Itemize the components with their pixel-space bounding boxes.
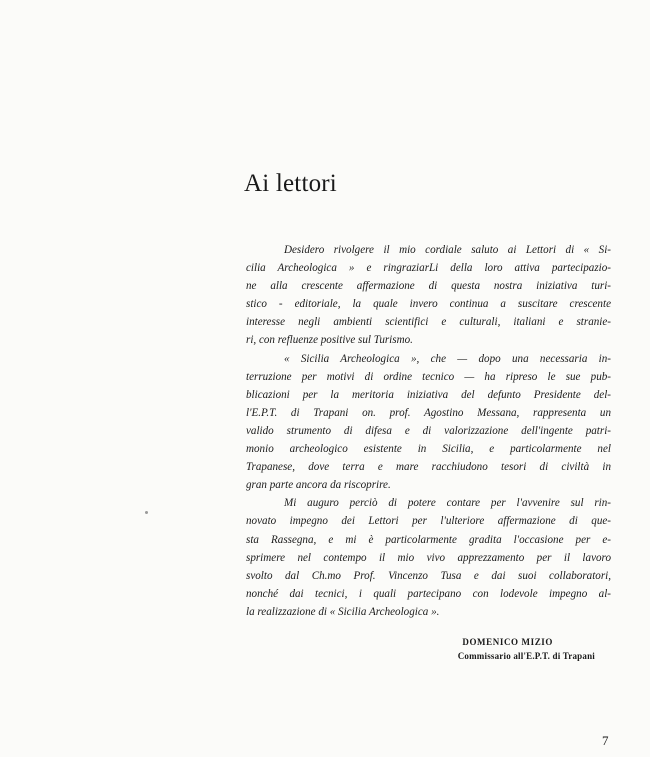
text-line: l'E.P.T. di Trapani on. prof. Agostino Messana, rappresenta un bbox=[246, 406, 611, 419]
text-line: novato impegno dei Lettori per l'ulteriore affermazione di que- bbox=[246, 515, 611, 528]
text-line: cilia Archeologica » e ringraziarLi della loro attiva partecipazio- bbox=[246, 262, 611, 275]
text-line: la realizzazione di « Sicilia Archeologica ». bbox=[246, 605, 440, 618]
text-line: nonché dai tecnici, i quali partecipano con lodevole impegno al- bbox=[246, 587, 611, 600]
paragraph-3 bbox=[246, 494, 611, 621]
text-line: ne alla crescente affermazione di questa nostra iniziativa turi- bbox=[246, 280, 611, 293]
text-line: Desidero rivolgere il mio cordiale saluto ai Lettori di « Si- bbox=[284, 244, 611, 256]
signatory-role: Commissario all'E.P.T. di Trapani bbox=[457, 651, 595, 661]
signature-block bbox=[390, 635, 595, 663]
text-line: terruzione per motivi di ordine tecnico — ha ripreso le sue pub- bbox=[246, 370, 611, 383]
text-line: stico - editoriale, la quale invero continua a suscitare crescente bbox=[246, 298, 611, 311]
signatory-name: DOMENICO MIZIO bbox=[462, 637, 553, 647]
text-line: valido strumento di difesa e di valorizzazione dell'ingente patri- bbox=[246, 424, 611, 437]
text-line: sprimere nel contempo il mio vivo apprezzamento per il lavoro bbox=[246, 551, 611, 564]
text-line: sta Rassegna, e mi è particolarmente gradita l'occasione per e- bbox=[246, 533, 611, 546]
letter-body bbox=[246, 241, 611, 621]
page-number: 7 bbox=[602, 733, 609, 748]
text-line: ri, con refluenze positive sul Turismo. bbox=[246, 334, 413, 347]
text-line: gran parte ancora da riscoprire. bbox=[246, 479, 391, 492]
text-line: « Sicilia Archeologica », che — dopo una necessaria in- bbox=[284, 352, 611, 365]
page-title: Ai lettori bbox=[244, 170, 337, 197]
paragraph-2 bbox=[246, 350, 611, 495]
text-line: Trapanese, dove terra e mare racchiudono tesori di civiltà in bbox=[246, 461, 611, 474]
text-line: monio archeologico esistente in Sicilia, e particolarmente nel bbox=[246, 443, 611, 456]
text-line: interesse negli ambienti scientifici e culturali, italiani e stranie- bbox=[246, 316, 611, 329]
paragraph-1 bbox=[246, 241, 611, 350]
text-line: Mi auguro perciò di potere contare per l'avvenire sul rin- bbox=[284, 497, 611, 510]
text-line: blicazioni per la meritoria iniziativa del defunto Presidente del- bbox=[246, 388, 611, 401]
paper-speck bbox=[145, 511, 148, 514]
text-line: svolto dal Ch.mo Prof. Vincenzo Tusa e dai suoi collaboratori, bbox=[246, 569, 611, 582]
